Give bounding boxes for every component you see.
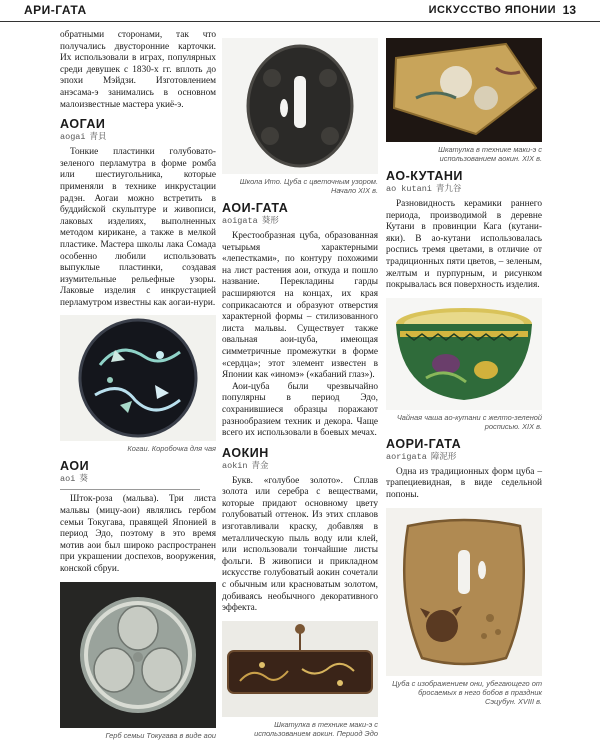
term-text-aoi: Шток-роза (мальва). Три листа мальвы (мицу-аои) являлись гербом семьи Токугава, правящей Японией в период Эдо, поэтому в это время мотив аои был широко распространен при украшении доспехов, вооружения, конской сбруи.	[60, 494, 216, 575]
term-title-aogai: АОГАИ	[60, 117, 106, 132]
term-text-aokin: Букв. «голубое золото». Сплав золота или серебра с веществами, которые придают основному цвету голубоватый оттенок. Из этих сплавов изготавливали краску, добавляя в металлическую пыль воду или клей, или использовали тончайшие листы фольги. В живописи и прикладном искусстве голубоватый аокин сочетали с обычным или красноватым золотом, добиваясь необычного декоративного эффекта.	[222, 475, 378, 614]
caption-makie-box: Шкатулка в технике маки-э с использованием аокин. XIX в.	[438, 145, 542, 163]
translit-latin: aorigata	[386, 451, 427, 462]
term-translit-aogai	[60, 132, 216, 143]
image-lacquer-case	[222, 621, 378, 717]
paragraph-continued: обратными сторонами, так что получались двусторонние карточки. Их использовали в играх, популярных среди девушек с 1830-х гг. вплоть до эпохи Мэйдзи. Изготовлением анэсама-э занимались в основном малоизвестные мастера укиё-э.	[60, 30, 216, 110]
translit-kanji: 青九谷	[435, 184, 462, 194]
running-header	[0, 0, 600, 22]
page-number: 13	[562, 3, 576, 17]
image-lacquer-box	[60, 315, 216, 441]
column-1	[60, 30, 216, 740]
image-tsuba-oni	[386, 508, 542, 676]
term-title-aokin: АОКИН	[222, 445, 269, 460]
column-3	[386, 38, 542, 706]
term-text-aogai: Тонкие пластинки голубовато-зеленого перламутра в форме ромба или шестиугольника, которые применяли в технике инкрустации радэн. Аогаи можно встретить в буддийской скульптуре и живописи, лаковых изделиях, выполненных методом кирикане, а также в мелкой пластике. Мастера школы лака Сомада особенно любили использовать выпуклые пластинки, создавая изумительные рельефные узоры. Лаковые изделия с инкрустацией перламутром известны как аогаи-нури.	[60, 147, 216, 308]
caption-lacquer-case: Шкатулка в технике маки-э с использованием аокин. Период Эдо	[254, 719, 378, 738]
term-translit-aoi	[60, 474, 216, 485]
caption-lacquer-box: Когаи. Коробочка для чая	[127, 444, 216, 454]
section-title: АРИ-ГАТА	[24, 3, 87, 17]
caption-tsuba-flower: Школа Ито. Цуба с цветочным узором. Начало XIX в.	[239, 177, 378, 195]
image-makie-box	[386, 38, 542, 142]
term-translit-aokin	[222, 461, 378, 472]
translit-latin: aokin	[222, 460, 248, 471]
translit-kanji: 葵形	[261, 216, 279, 226]
term-text-aorigata: Одна из традиционных форм цуба – трапециевидная, в виде седельной попоны.	[386, 466, 542, 500]
caption-tea-bowl: Чайная чаша ао-кутани с желто-зеленой росписью. XIX в.	[396, 412, 542, 431]
image-tsuba-flower	[222, 38, 378, 174]
term-translit-aorigata	[386, 452, 542, 463]
translit-latin: aoi	[60, 474, 76, 485]
term-translit-aoigata	[222, 216, 378, 227]
column-2	[222, 38, 378, 738]
term-text-aoigata-2: Аои-цуба были чрезвычайно популярны в период Эдо, сохранившиеся образцы поражают разнообразием техник и декора. Чаще всего их использовали в боевых мечах.	[222, 381, 378, 439]
translit-kanji: 葵	[79, 474, 88, 485]
term-text-aokutani: Разновидность керамики раннего периода, производимой в деревне Кутани в провинции Кага (кутани-яки). В ао-кутани использовалась роспись тремя цветами, в отличие от традиционных пяти цветов, – зеленым, желтым и пурпурным, и рисунком покрывалась вся поверхность изделия.	[386, 199, 542, 291]
term-title-aoi: АОИ	[60, 459, 90, 474]
caption-tsuba-oni: Цуба с изображением они, убегающего от бросаемых в него бобов в праздник Сэцубун. XVIII в.	[392, 678, 542, 706]
translit-latin: aogai	[60, 132, 86, 143]
translit-latin: ao kutani	[386, 184, 432, 194]
term-title-aorigata: АОРИ-ГАТА	[386, 436, 462, 451]
translit-kanji: 青金	[251, 460, 269, 471]
book-title: ИСКУССТВО ЯПОНИИ	[428, 4, 556, 16]
term-title-aokutani: АО-КУТАНИ	[386, 169, 463, 183]
caption-tokugawa-crest: Герб семьи Токугава в виде аои	[105, 730, 216, 740]
term-translit-aokutani	[386, 184, 542, 195]
translit-kanji: 青貝	[89, 132, 107, 143]
term-title-aoigata: АОИ-ГАТА	[222, 201, 289, 215]
divider	[60, 489, 200, 490]
term-text-aoigata: Крестообразная цуба, образованная четырьмя характерными «лепестками», по контуру похожими на лист растения аои, откуда и пошло название. Перекладины гарды расширяются на концах, их края соприкасаются и образуют отверстия характерной формы – стилизованного листа мальвы. Существует также овальная аои-цуба, имеющая симметричные промежутки в форме «сердца»; этот элемент известен в Японии как «иномэ» («кабаний глаз»).	[222, 231, 378, 381]
translit-kanji: 障泥形	[430, 451, 457, 462]
image-tea-bowl	[386, 298, 542, 410]
image-tokugawa-crest	[60, 582, 216, 728]
translit-latin: aoigata	[222, 216, 258, 226]
